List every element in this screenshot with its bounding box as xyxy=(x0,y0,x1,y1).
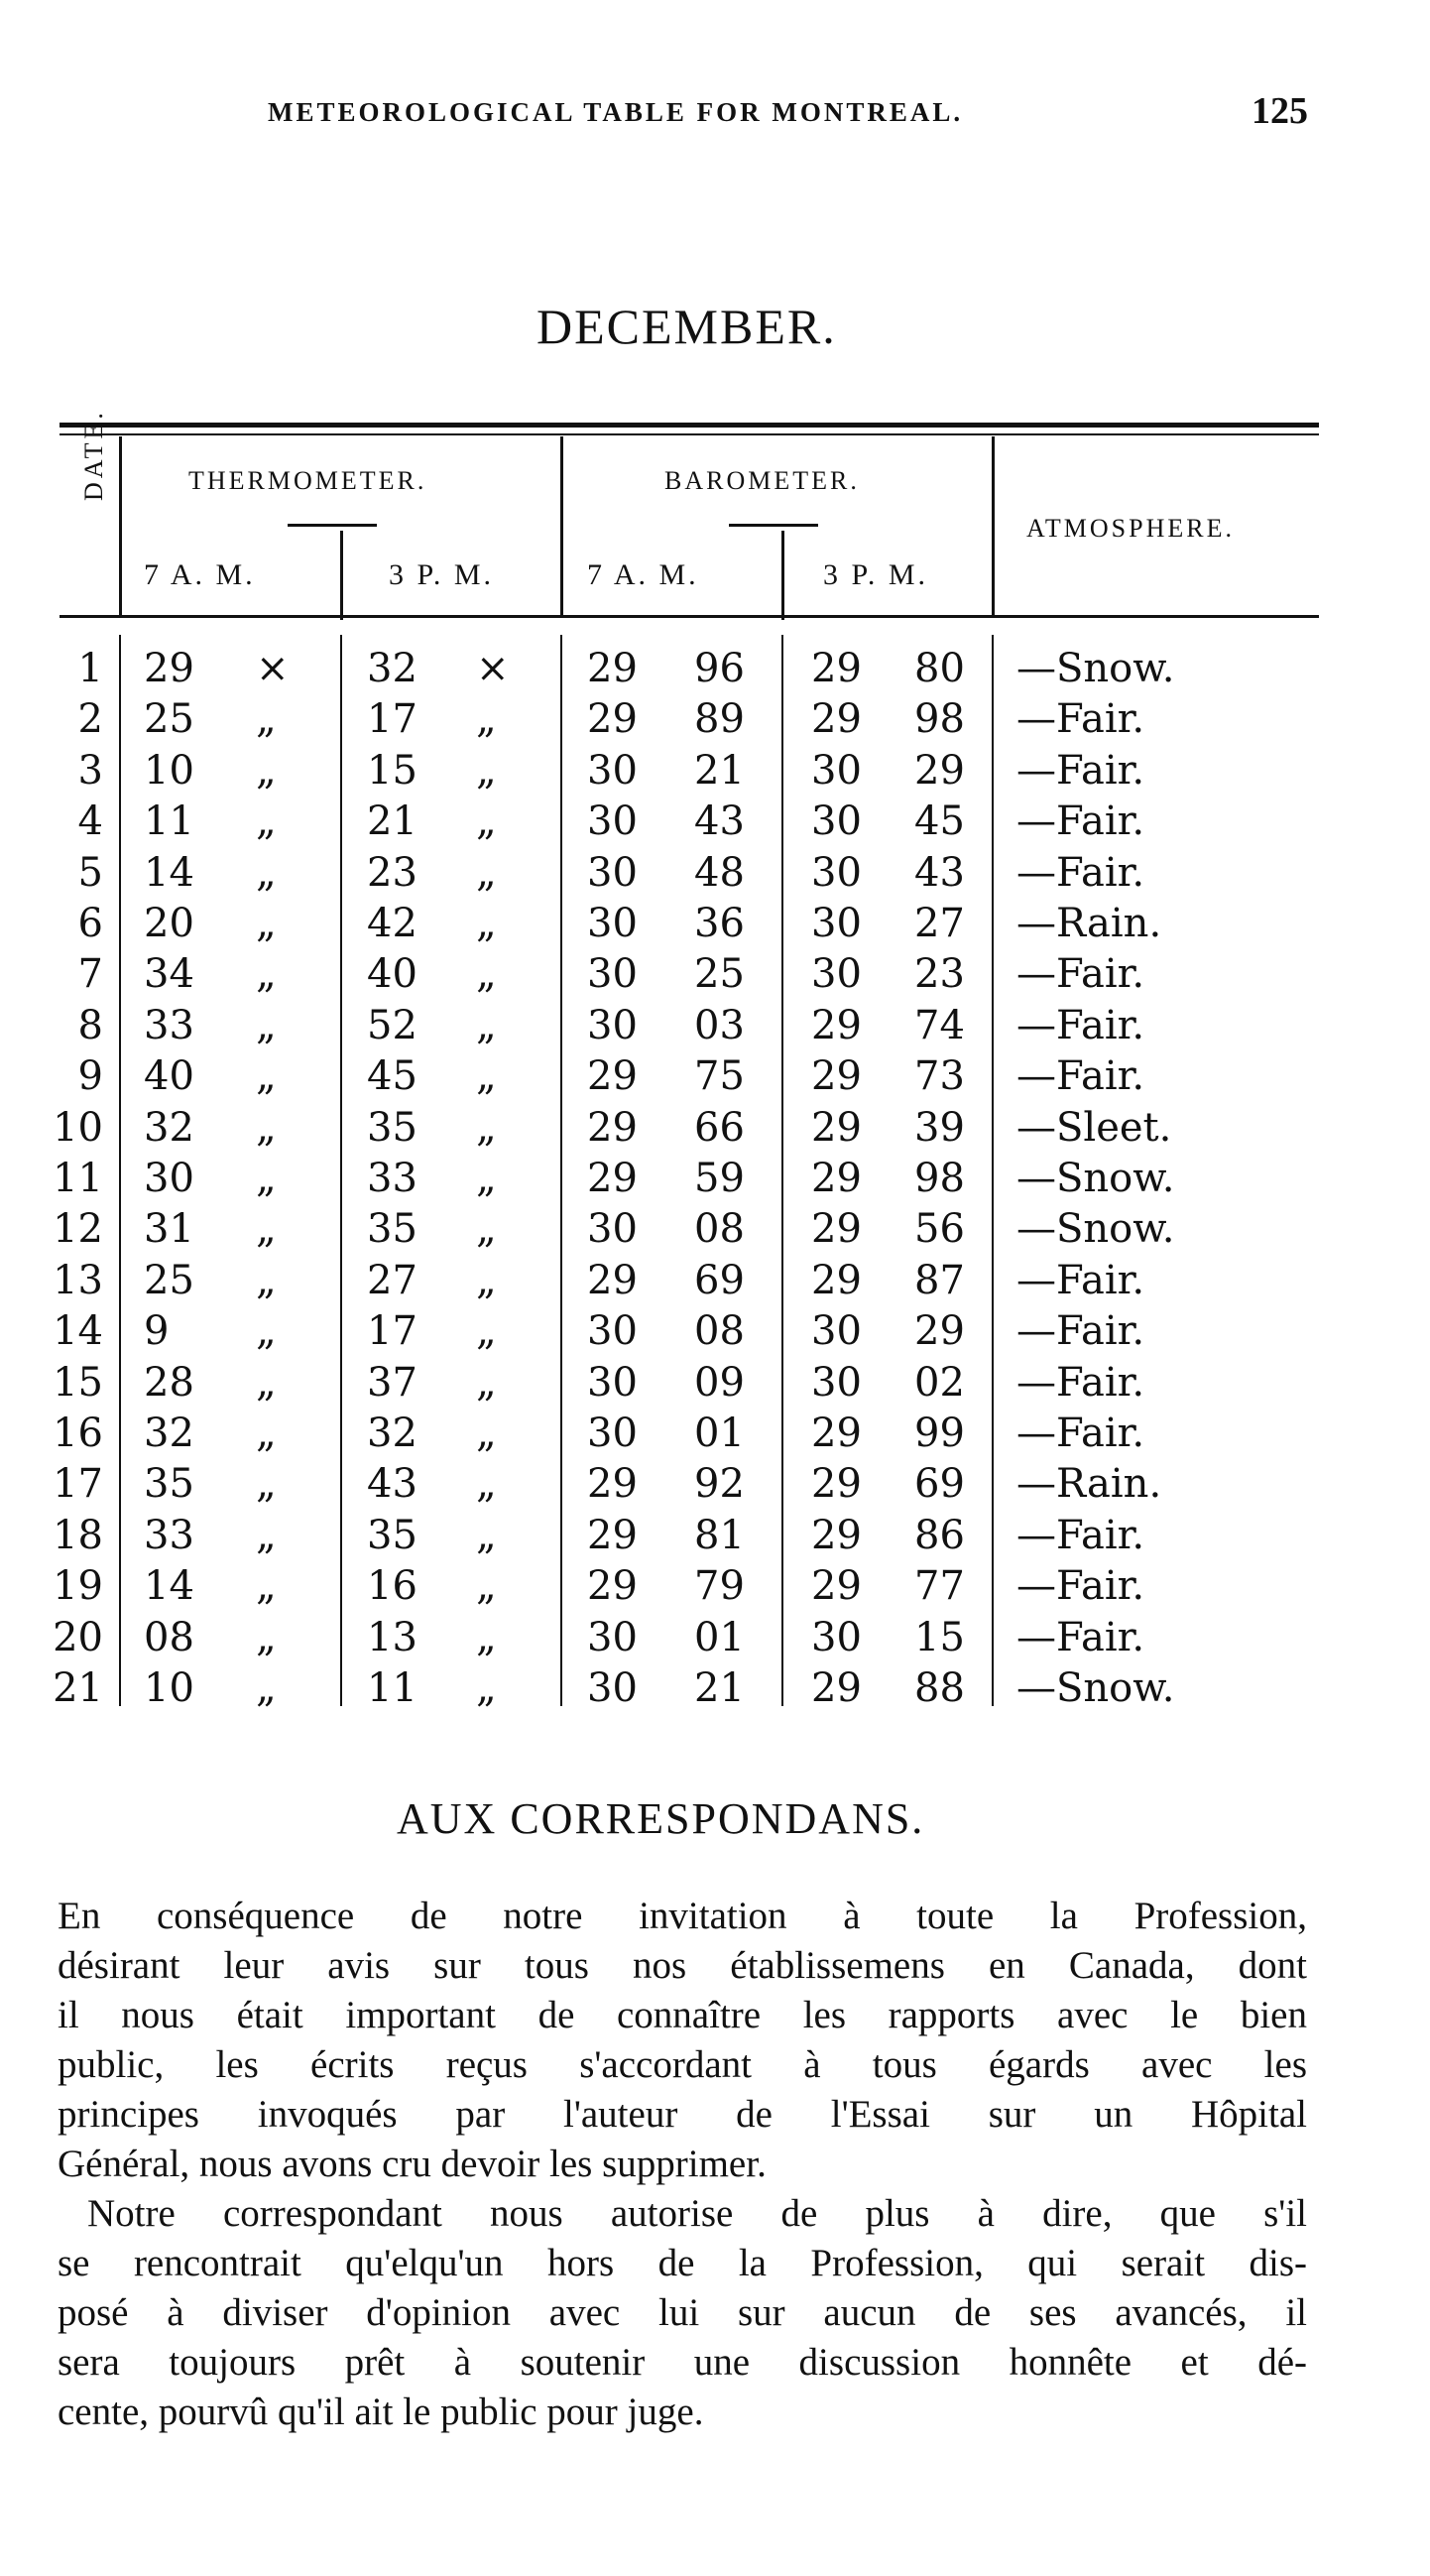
date-cell: 2 xyxy=(77,696,103,743)
thermometer-am-cell: 31 xyxy=(144,1206,194,1253)
barometer-am-inches-cell: 30 xyxy=(587,849,638,896)
barometer-pm-hundredths-cell: 87 xyxy=(914,1257,965,1303)
table-row xyxy=(0,1560,1430,1612)
barometer-am-hundredths-cell: 75 xyxy=(694,1053,745,1100)
ditto-mark: „ xyxy=(256,849,277,896)
ditto-mark: „ xyxy=(256,1461,277,1508)
date-cell: 14 xyxy=(53,1308,103,1355)
thermometer-pm-cell: 40 xyxy=(367,951,417,998)
table-row xyxy=(0,1050,1430,1102)
barometer-am-hundredths-cell: 48 xyxy=(694,849,745,896)
thermometer-pm-cell: 15 xyxy=(367,747,417,794)
ditto-mark: × xyxy=(476,646,510,691)
date-cell: 20 xyxy=(53,1614,103,1660)
thermometer-pm-cell: 35 xyxy=(367,1104,417,1151)
thermometer-pm-cell: 13 xyxy=(367,1614,417,1660)
barometer-am-inches-cell: 30 xyxy=(587,1002,638,1048)
ditto-mark: „ xyxy=(256,1002,277,1048)
ditto-mark: „ xyxy=(476,1002,497,1048)
barometer-pm-inches-cell: 30 xyxy=(811,849,862,896)
thermometer-pm-cell: 32 xyxy=(367,646,417,691)
barometer-am-inches-cell: 29 xyxy=(587,1461,638,1508)
ditto-mark: „ xyxy=(476,901,497,946)
barometer-pm-hundredths-cell: 86 xyxy=(914,1512,965,1558)
barometer-pm-inches-cell: 29 xyxy=(811,1206,862,1253)
thermometer-pm-cell: 16 xyxy=(367,1563,417,1610)
barometer-am-hundredths-cell: 21 xyxy=(694,1665,745,1711)
barometer-pm-hundredths-cell: 99 xyxy=(914,1411,965,1456)
barometer-pm-hundredths-cell: 45 xyxy=(914,798,965,845)
atmosphere-cell: —Snow. xyxy=(1016,1156,1175,1201)
barometer-am-hundredths-cell: 36 xyxy=(694,901,745,946)
atmosphere-cell: —Fair. xyxy=(1016,1512,1145,1558)
date-cell: 18 xyxy=(53,1512,103,1558)
atmosphere-cell: —Fair. xyxy=(1016,849,1145,896)
table-top-rule xyxy=(60,423,1319,428)
col-divider xyxy=(340,531,343,620)
date-cell: 9 xyxy=(77,1053,103,1100)
date-cell: 10 xyxy=(53,1104,103,1151)
barometer-am-inches-cell: 30 xyxy=(587,798,638,845)
ditto-mark: „ xyxy=(476,1359,497,1406)
table-row xyxy=(0,643,1430,694)
barometer-am-inches-cell: 29 xyxy=(587,1257,638,1303)
barometer-am-hundredths-cell: 92 xyxy=(694,1461,745,1508)
barometer-pm-inches-cell: 29 xyxy=(811,1104,862,1151)
thermometer-am-cell: 10 xyxy=(144,747,194,794)
barometer-pm-inches-cell: 30 xyxy=(811,747,862,794)
barometer-pm-hundredths-cell: 69 xyxy=(914,1461,965,1508)
barometer-am-inches-cell: 30 xyxy=(587,747,638,794)
table-row xyxy=(0,796,1430,847)
thermometer-pm-cell: 42 xyxy=(367,901,417,946)
barometer-pm-inches-cell: 29 xyxy=(811,1257,862,1303)
paragraph-line: Notre correspondant nous autorise de plus à dire, que s'il xyxy=(87,2192,1307,2235)
thermometer-pm-cell: 35 xyxy=(367,1206,417,1253)
barometer-am-inches-cell: 30 xyxy=(587,1308,638,1355)
date-cell: 6 xyxy=(77,901,103,946)
barometer-am-inches-cell: 30 xyxy=(587,1614,638,1660)
barometer-am-hundredths-cell: 66 xyxy=(694,1104,745,1151)
barometer-pm-inches-cell: 29 xyxy=(811,1665,862,1711)
thermometer-am-cell: 29 xyxy=(144,646,194,691)
ditto-mark: „ xyxy=(256,901,277,946)
barometer-pm-hundredths-cell: 98 xyxy=(914,696,965,743)
barometer-am-inches-cell: 30 xyxy=(587,1411,638,1456)
atmosphere-cell: —Snow. xyxy=(1016,1665,1175,1711)
paragraph xyxy=(58,2189,1307,2437)
date-cell: 1 xyxy=(77,646,103,691)
table-row xyxy=(0,1153,1430,1204)
section-title: AUX CORRESPONDANS. xyxy=(397,1794,925,1843)
table-row xyxy=(0,1203,1430,1255)
ditto-mark: „ xyxy=(476,1614,497,1660)
thermometer-pm-cell: 17 xyxy=(367,1308,417,1355)
thermometer-am-cell: 10 xyxy=(144,1665,194,1711)
thermometer-am-cell: 20 xyxy=(144,901,194,946)
thermometer-pm-cell: 45 xyxy=(367,1053,417,1100)
paragraph-line: se rencontrait qu'elqu'un hors de la Profession, qui serait dis- xyxy=(58,2242,1307,2284)
barometer-pm-inches-cell: 30 xyxy=(811,901,862,946)
table-row xyxy=(0,1305,1430,1357)
barometer-pm-inches-cell: 30 xyxy=(811,1308,862,1355)
table-row xyxy=(0,1000,1430,1051)
date-cell: 5 xyxy=(77,849,103,896)
thermometer-pm-cell: 33 xyxy=(367,1156,417,1201)
thermometer-pm-cell: 52 xyxy=(367,1002,417,1048)
barometer-am-hundredths-cell: 01 xyxy=(694,1614,745,1660)
atmosphere-cell: —Sleet. xyxy=(1016,1104,1172,1151)
thermometer-am-cell: 35 xyxy=(144,1461,194,1508)
table-row xyxy=(0,1510,1430,1561)
table-row xyxy=(0,948,1430,1000)
header-atmosphere: ATMOSPHERE. xyxy=(1026,514,1235,543)
ditto-mark: „ xyxy=(256,798,277,845)
thermometer-pm-cell: 27 xyxy=(367,1257,417,1303)
ditto-mark: × xyxy=(256,646,290,691)
date-cell: 15 xyxy=(53,1359,103,1406)
table-row xyxy=(0,847,1430,899)
header-thermo-pm: 3 P. M. xyxy=(389,558,495,591)
paragraph-line: principes invoqués par l'auteur de l'Essai sur un Hôpital xyxy=(58,2093,1307,2136)
ditto-mark: „ xyxy=(476,1053,497,1100)
ditto-mark: „ xyxy=(256,747,277,794)
thermometer-underline xyxy=(288,524,377,527)
thermometer-am-cell: 25 xyxy=(144,696,194,743)
atmosphere-cell: —Rain. xyxy=(1016,901,1162,946)
barometer-am-hundredths-cell: 01 xyxy=(694,1411,745,1456)
atmosphere-cell: —Fair. xyxy=(1016,1614,1145,1660)
table-row xyxy=(0,693,1430,745)
table-row xyxy=(0,1408,1430,1459)
date-cell: 4 xyxy=(77,798,103,845)
thermometer-pm-cell: 11 xyxy=(367,1665,417,1711)
col-divider xyxy=(992,436,995,615)
table-top-rule-thin xyxy=(60,433,1319,435)
barometer-pm-inches-cell: 29 xyxy=(811,1512,862,1558)
paragraph-line: sera toujours prêt à soutenir une discussion honnête et dé- xyxy=(58,2341,1307,2384)
ditto-mark: „ xyxy=(476,849,497,896)
barometer-pm-hundredths-cell: 80 xyxy=(914,646,965,691)
barometer-pm-hundredths-cell: 29 xyxy=(914,1308,965,1355)
barometer-am-hundredths-cell: 09 xyxy=(694,1359,745,1406)
atmosphere-cell: —Fair. xyxy=(1016,1002,1145,1048)
ditto-mark: „ xyxy=(476,1411,497,1456)
thermometer-am-cell: 25 xyxy=(144,1257,194,1303)
barometer-am-hundredths-cell: 59 xyxy=(694,1156,745,1201)
ditto-mark: „ xyxy=(476,1461,497,1508)
barometer-pm-inches-cell: 30 xyxy=(811,951,862,998)
barometer-pm-hundredths-cell: 15 xyxy=(914,1614,965,1660)
barometer-pm-inches-cell: 29 xyxy=(811,1002,862,1048)
ditto-mark: „ xyxy=(256,1359,277,1406)
barometer-underline xyxy=(729,524,818,527)
atmosphere-cell: —Snow. xyxy=(1016,1206,1175,1253)
barometer-am-inches-cell: 29 xyxy=(587,1563,638,1610)
thermometer-am-cell: 34 xyxy=(144,951,194,998)
table-row xyxy=(0,898,1430,949)
ditto-mark: „ xyxy=(476,696,497,743)
barometer-am-hundredths-cell: 81 xyxy=(694,1512,745,1558)
date-cell: 13 xyxy=(53,1257,103,1303)
thermometer-am-cell: 32 xyxy=(144,1104,194,1151)
atmosphere-cell: —Fair. xyxy=(1016,951,1145,998)
atmosphere-cell: —Fair. xyxy=(1016,1053,1145,1100)
ditto-mark: „ xyxy=(256,1563,277,1610)
ditto-mark: „ xyxy=(476,1257,497,1303)
barometer-am-hundredths-cell: 89 xyxy=(694,696,745,743)
barometer-pm-hundredths-cell: 73 xyxy=(914,1053,965,1100)
table-row xyxy=(0,1458,1430,1510)
barometer-am-inches-cell: 29 xyxy=(587,1104,638,1151)
paragraph-line: En conséquence de notre invitation à toute la Profession, xyxy=(58,1895,1307,1937)
thermometer-am-cell: 14 xyxy=(144,849,194,896)
table-row xyxy=(0,1102,1430,1154)
date-cell: 11 xyxy=(53,1156,103,1201)
barometer-am-hundredths-cell: 21 xyxy=(694,747,745,794)
barometer-am-hundredths-cell: 79 xyxy=(694,1563,745,1610)
atmosphere-cell: —Fair. xyxy=(1016,696,1145,743)
date-cell: 17 xyxy=(53,1461,103,1508)
atmosphere-cell: —Rain. xyxy=(1016,1461,1162,1508)
ditto-mark: „ xyxy=(476,1563,497,1610)
ditto-mark: „ xyxy=(256,1308,277,1355)
barometer-am-hundredths-cell: 25 xyxy=(694,951,745,998)
col-divider xyxy=(119,436,122,615)
barometer-pm-inches-cell: 29 xyxy=(811,646,862,691)
date-cell: 21 xyxy=(53,1665,103,1711)
ditto-mark: „ xyxy=(256,696,277,743)
paragraph-line: public, les écrits reçus s'accordant à tous égards avec les xyxy=(58,2043,1307,2086)
page-number: 125 xyxy=(1251,90,1308,132)
barometer-pm-inches-cell: 29 xyxy=(811,1563,862,1610)
barometer-am-inches-cell: 29 xyxy=(587,1156,638,1201)
barometer-pm-hundredths-cell: 88 xyxy=(914,1665,965,1711)
date-cell: 7 xyxy=(77,951,103,998)
barometer-pm-hundredths-cell: 27 xyxy=(914,901,965,946)
ditto-mark: „ xyxy=(476,1156,497,1201)
thermometer-pm-cell: 43 xyxy=(367,1461,417,1508)
col-divider xyxy=(560,436,563,615)
barometer-pm-inches-cell: 29 xyxy=(811,696,862,743)
barometer-pm-hundredths-cell: 39 xyxy=(914,1104,965,1151)
header-barometer: BAROMETER. xyxy=(664,466,860,495)
barometer-am-hundredths-cell: 69 xyxy=(694,1257,745,1303)
ditto-mark: „ xyxy=(476,1104,497,1151)
date-cell: 19 xyxy=(53,1563,103,1610)
thermometer-am-cell: 30 xyxy=(144,1156,194,1201)
ditto-mark: „ xyxy=(256,951,277,998)
ditto-mark: „ xyxy=(476,1665,497,1711)
ditto-mark: „ xyxy=(476,798,497,845)
thermometer-pm-cell: 23 xyxy=(367,849,417,896)
barometer-pm-inches-cell: 30 xyxy=(811,1359,862,1406)
atmosphere-cell: —Fair. xyxy=(1016,1359,1145,1406)
paragraph xyxy=(58,1892,1307,2189)
header-baro-am: 7 A. M. xyxy=(587,558,699,591)
barometer-pm-inches-cell: 30 xyxy=(811,798,862,845)
barometer-am-hundredths-cell: 08 xyxy=(694,1206,745,1253)
barometer-pm-inches-cell: 30 xyxy=(811,1614,862,1660)
barometer-pm-inches-cell: 29 xyxy=(811,1156,862,1201)
paragraph-line: cente, pourvû qu'il ait le public pour juge. xyxy=(58,2391,704,2433)
thermometer-am-cell: 28 xyxy=(144,1359,194,1406)
thermometer-am-cell: 08 xyxy=(144,1614,194,1660)
header-baro-pm: 3 P. M. xyxy=(823,558,929,591)
barometer-pm-hundredths-cell: 29 xyxy=(914,747,965,794)
ditto-mark: „ xyxy=(256,1614,277,1660)
ditto-mark: „ xyxy=(256,1512,277,1558)
paragraph-line: posé à diviser d'opinion avec lui sur aucun de ses avancés, il xyxy=(58,2291,1307,2334)
table-row xyxy=(0,745,1430,797)
barometer-pm-inches-cell: 29 xyxy=(811,1461,862,1508)
atmosphere-cell: —Fair. xyxy=(1016,798,1145,845)
date-cell: 12 xyxy=(53,1206,103,1253)
thermometer-am-cell: 32 xyxy=(144,1411,194,1456)
paragraph-line: Général, nous avons cru devoir les supprimer. xyxy=(58,2143,767,2185)
header-thermo-am: 7 A. M. xyxy=(144,558,256,591)
barometer-pm-hundredths-cell: 74 xyxy=(914,1002,965,1048)
barometer-am-inches-cell: 30 xyxy=(587,1206,638,1253)
ditto-mark: „ xyxy=(476,747,497,794)
thermometer-am-cell: 11 xyxy=(144,798,194,845)
barometer-pm-inches-cell: 29 xyxy=(811,1053,862,1100)
thermometer-am-cell: 9 xyxy=(144,1308,170,1355)
col-divider xyxy=(781,531,784,620)
thermometer-am-cell: 33 xyxy=(144,1512,194,1558)
barometer-am-inches-cell: 29 xyxy=(587,1053,638,1100)
header-thermometer: THERMOMETER. xyxy=(188,466,427,495)
atmosphere-cell: —Fair. xyxy=(1016,1563,1145,1610)
barometer-am-inches-cell: 30 xyxy=(587,951,638,998)
barometer-am-hundredths-cell: 08 xyxy=(694,1308,745,1355)
barometer-pm-hundredths-cell: 02 xyxy=(914,1359,965,1406)
barometer-am-hundredths-cell: 03 xyxy=(694,1002,745,1048)
atmosphere-cell: —Fair. xyxy=(1016,1308,1145,1355)
running-head: METEOROLOGICAL TABLE FOR MONTREAL. xyxy=(268,97,964,127)
barometer-am-hundredths-cell: 43 xyxy=(694,798,745,845)
ditto-mark: „ xyxy=(256,1104,277,1151)
table-row xyxy=(0,1357,1430,1409)
ditto-mark: „ xyxy=(476,1512,497,1558)
ditto-mark: „ xyxy=(476,1308,497,1355)
atmosphere-cell: —Fair. xyxy=(1016,1257,1145,1303)
date-cell: 8 xyxy=(77,1002,103,1048)
barometer-pm-hundredths-cell: 23 xyxy=(914,951,965,998)
month-title: DECEMBER. xyxy=(536,299,837,354)
thermometer-am-cell: 14 xyxy=(144,1563,194,1610)
barometer-am-inches-cell: 29 xyxy=(587,696,638,743)
ditto-mark: „ xyxy=(476,951,497,998)
barometer-am-inches-cell: 29 xyxy=(587,1512,638,1558)
barometer-pm-hundredths-cell: 98 xyxy=(914,1156,965,1201)
thermometer-am-cell: 33 xyxy=(144,1002,194,1048)
table-row xyxy=(0,1612,1430,1663)
atmosphere-cell: —Fair. xyxy=(1016,747,1145,794)
thermometer-pm-cell: 37 xyxy=(367,1359,417,1406)
thermometer-pm-cell: 17 xyxy=(367,696,417,743)
barometer-am-inches-cell: 30 xyxy=(587,1359,638,1406)
barometer-am-inches-cell: 30 xyxy=(587,901,638,946)
paragraph-line: désirant leur avis sur tous nos établissemens en Canada, dont xyxy=(58,1944,1307,1987)
date-cell: 3 xyxy=(77,747,103,794)
atmosphere-cell: —Fair. xyxy=(1016,1411,1145,1456)
table-row xyxy=(0,1255,1430,1306)
ditto-mark: „ xyxy=(256,1156,277,1201)
barometer-am-hundredths-cell: 96 xyxy=(694,646,745,691)
thermometer-pm-cell: 32 xyxy=(367,1411,417,1456)
ditto-mark: „ xyxy=(256,1665,277,1711)
barometer-pm-hundredths-cell: 56 xyxy=(914,1206,965,1253)
header-bottom-rule xyxy=(60,615,1319,618)
thermometer-pm-cell: 21 xyxy=(367,798,417,845)
ditto-mark: „ xyxy=(256,1053,277,1100)
table-row xyxy=(0,1662,1430,1714)
barometer-pm-hundredths-cell: 43 xyxy=(914,849,965,896)
ditto-mark: „ xyxy=(256,1206,277,1253)
atmosphere-cell: —Snow. xyxy=(1016,646,1175,691)
ditto-mark: „ xyxy=(256,1411,277,1456)
ditto-mark: „ xyxy=(476,1206,497,1253)
barometer-pm-hundredths-cell: 77 xyxy=(914,1563,965,1610)
thermometer-am-cell: 40 xyxy=(144,1053,194,1100)
ditto-mark: „ xyxy=(256,1257,277,1303)
barometer-am-inches-cell: 30 xyxy=(587,1665,638,1711)
barometer-pm-inches-cell: 29 xyxy=(811,1411,862,1456)
barometer-am-inches-cell: 29 xyxy=(587,646,638,691)
date-cell: 16 xyxy=(53,1411,103,1456)
thermometer-pm-cell: 35 xyxy=(367,1512,417,1558)
header-date: DATE. xyxy=(79,409,108,501)
paragraph-line: il nous était important de connaître les rapports avec le bien xyxy=(58,1994,1307,2036)
